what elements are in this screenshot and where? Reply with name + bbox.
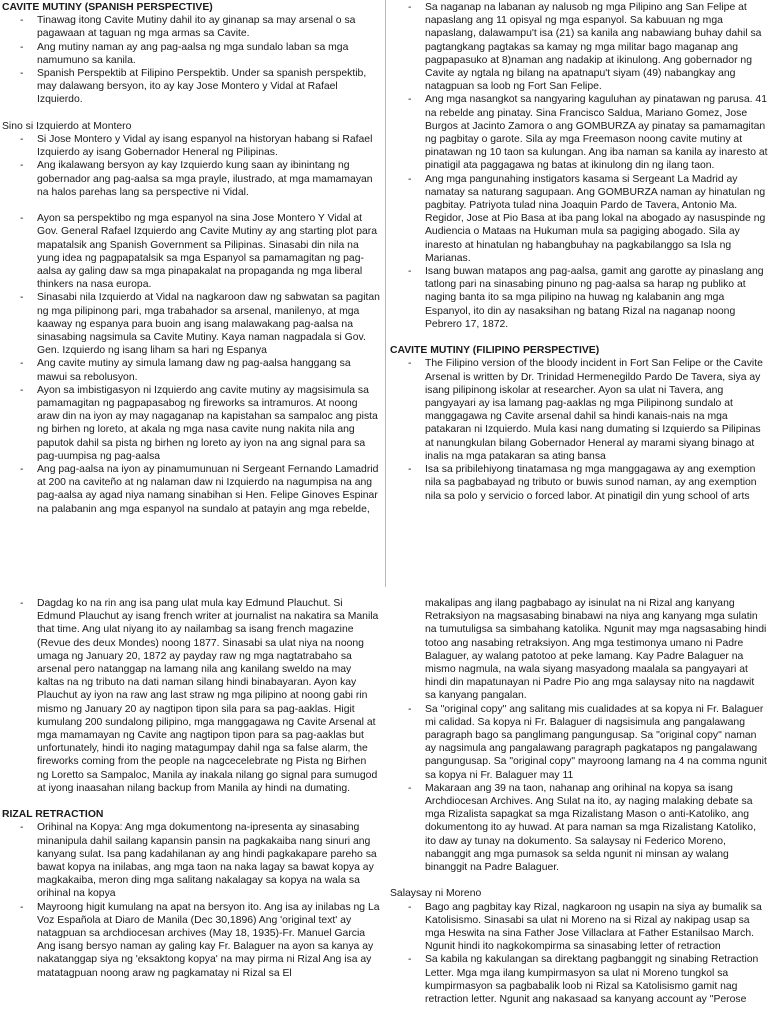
column-retraction-continued xyxy=(390,597,768,1006)
subheading-izquierdo-montero: Sino si Izquierdo at Montero xyxy=(2,120,132,132)
section-heading-spanish-perspective: CAVITE MUTINY (SPANISH PERSPECTIVE) xyxy=(2,2,213,13)
list-item: - Ang mutiny naman ay ang pag-aalsa ng mga sundalo laban sa mga namumuno sa kanila. xyxy=(2,41,380,67)
list-item: - Ang mga pangunahing instigators kasama si Sergeant La Madrid ay namatay sa naturang sagupaan. Ang GOMBURZA naman ay hinatulan ng pagbitay. Patriyota tulad nina Joaquin Pardo de Tavera, Antonio Ma. Regidor, Jose at Pio Basa at iba pang lokal na abogado ay nasuspinde ng Audiencia o Mataas na Hukuman mula sa pagiging abogado. Sila ay inaresto at hinatulan ng habangbuhay na pagkabilanggo sa Isla ng Marianas. xyxy=(390,173,768,265)
list-item: - Ang cavite mutiny ay simula lamang daw ng pag-aalsa hanggang sa mawui sa rebolusyon. xyxy=(2,357,380,383)
aftermath-list xyxy=(390,1,768,331)
list-item: - Isang buwan matapos ang pag-aalsa, gamit ang garotte ay pinaslang ang tatlong pari na sinasabing pinuno ng pag-aalsa sa harap ng publiko at naging banta ito sa mga pilipino na huwag ng kalabanin ang mga Espanyol, ito din ay nasaksihan ng batang Rizal na naganap noong Pebrero 17, 1872. xyxy=(390,265,768,331)
list-item: - Sa naganap na labanan ay nalusob ng mga Pilipino ang San Felipe at napaslang ang 11 opisyal ng mga espanyol. Sa kabuuan ng mga napaslang, dalawampu't isa (21) sa kanila ang nabawiang buhay dahil sa pagtangkang pagtakas sa kamay ng mga militar bago maganap ang pagpapasuko at 8)naman ang nadakip at ikinulong. Ang gobernador ng Cavite ay ngtala ng bilang na apatnapu't siyam (49) nabangkay ang natagpuan sa loob ng Fort San Felipe. xyxy=(390,1,768,93)
list-item: - Ayon sa perspektibo ng mga espanyol na sina Jose Montero Y Vidal at Gov. General Rafael Izquierdo ang Cavite Mutiny ay ang starting plot para mapatalsik ang Spanish Government sa Pilipinas. Sinasabi din nila na yung idea ng pagpapatalsik sa mga Espanyol sa pamamagitan ng pag-aalsa ay galing daw sa mga pinapakalat na propaganda ng mga liberal thinkers na nasa europa. xyxy=(2,212,380,291)
list-item: - Ang mga nasangkot sa nangyaring kaguluhan ay pinatawan ng parusa. 41 na rebelde ang pinatay. Sina Francisco Saldua, Mariano Gomez, Jose Burgos at Jacinto Zamora o ang GOMBURZA ay pinatay sa pamamagitan ng pagbitay o garote. Sila ay mga Freemason noong cavite mutiny at pinatawan ng 10 taon sa kulungan. Ang iba naman sa kanila ay inaresto at pinatigil ata paggagawa ng batas at ikinulong din ng ilang taon. xyxy=(390,93,768,172)
list-item: - Dagdag ko na rin ang isa pang ulat mula kay Edmund Plauchut. Si Edmund Plauchut ay isang french writer at journalist na nakatira sa Manila that time. Ang ulat niyang ito ay nailambag sa isang french magazine (Revue des deux Mondes) noong 1877. Sinasabi sa ulat niya na noong umaga ng January 20, 1872 ay payday raw ng mga nagtatrabaho sa arsenal pero natanggap na lamang nila ang kanilang sweldo na may kaltas na ng tributo na dati naman silang hindi binabayaran. Ayon kay Plauchut ay iyon na raw ang last straw ng mga pilipino at noong gabi rin mismo ng January 20 ay nagtipon tipon sila para sa pag-aaklas. Higit kumulang 200 sundalong pilipino, mga manggagawa ng Cavite Arsenal at mga mamamayan ng Cavite ang nagtipon tipon para sa pag-aaklas but unfortunately, hindi ito naging matagumpay dahil nga sa false alarm, the fireworks coming from the people na nagcecelebrate ng Pista ng Birhen ng Loretto sa Sampaloc, Manila ay inakala nilang go signal para sumugod at iyong inaasahan nilang backup from Manila ay hindi na dumating. xyxy=(2,597,380,795)
copy-comparison-list xyxy=(390,703,768,875)
moreno-list xyxy=(390,901,768,1007)
intro-list xyxy=(2,14,380,106)
list-item: - Tinawag itong Cavite Mutiny dahil ito ay ginanap sa may arsenal o sa pagawaan at taguan ng mga armas sa Cavite. xyxy=(2,14,380,40)
list-item: - Ayon sa imbistigasyon ni Izquierdo ang cavite mutiny ay magsisimula sa pamamagitan ng pagpapasabog ng fireworks sa intramuros. At noong araw din na iyon ay may nagaganap na kapistahan sa sampaloc ang pista ng birhen ng loreto, at akala ng mga nasa cavite nung nakita nila ang paputok dahil sa pista ng birhen ng loreto ay iyon na ang signal para sa pag-uumpisa ng pag-aalsa xyxy=(2,384,380,463)
list-item: - Ang pag-aalsa na iyon ay pinamumunuan ni Sergeant Fernando Lamadrid at 200 na caviteño at ng nalaman daw ni Izquierdo na nagumpisa na ang pag-aalsa ay agad niya namang sinabihan si Hen. Felipe Ginoves Espinar na palabanin ang mga espanyol na sundalo at patayin ang mga rebelde, xyxy=(2,463,380,516)
retraction-list xyxy=(2,821,380,979)
column-plauchut-rizal-retraction xyxy=(2,597,380,980)
column-aftermath-filipino-perspective xyxy=(390,1,768,503)
list-item: - Mayroong higit kumulang na apat na bersyon ito. Ang isa ay inilabas ng La Voz Española at Diaro de Manila (Dec 30,1896) Ang 'original text' ay natagpuan sa archdiocesan archives (May 18, 1935)-Fr. Manuel Garcia Ang isang bersyo naman ay galing kay Fr. Balaguer na ayon sa kanya ay nakatanggap siya ng 'eksaktong kopya' na may pirma ni Rizal Ang isa ay matatagpuan noong araw ng pagkamatay ni Rizal sa El xyxy=(2,901,380,980)
list-item: - Isa sa pribilehiyong tinatamasa ng mga manggagawa ay ang exemption nila sa pagbabayad ng tributo or buwis sunod naman, ay ang exemption nila sa polo y servicio o forced labor. At pinatigil din yung school of arts xyxy=(390,463,768,503)
subheading-salaysay-moreno: Salaysay ni Moreno xyxy=(390,888,482,900)
list-item: - Sinasabi nila Izquierdo at Vidal na nagkaroon daw ng sabwatan sa pagitan ng mga pilipinong pari, mga trabahador sa arsenal, manilenyo, at mga kaaway ng espanya para buoin ang isang malawakang pag-aalsa na sinasabing nagsimula sa Cavite Mutiny. Kaya naman nagpadala si Gov. Gen. Izquierdo ng isang liham sa hari ng Espanya xyxy=(2,291,380,357)
list-item: - Orihinal na Kopya: Ang mga dokumentong na-ipresenta ay sinasabing minanipula dahil sailang kapansin pansin na pagkakaiba nang sinuri ang kanyang sulat. Isa pang kadahilanan ay ang hindi pagkakapare pareho sa bawat kopya na inilabas, ang mga taon na naka lagay sa bawat kopya ay magkakaiba, meron ding mga salitang nakalagay sa kopya na wala sa orihinal na kopya xyxy=(2,821,380,900)
list-item: - Sa kabila ng kakulangan sa direktang pagbanggit ng sinabing Retraction Letter. Mga mga ilang kumpirmasyon sa ulat ni Moreno tungkol sa kumpirmasyon sa pagbabalik loob ni Rizal sa Katolisismo gamit nag retraction letter. Ngunit ang nakasaad sa kanyang account ay "Perose xyxy=(390,953,768,1006)
plauchut-list xyxy=(2,597,380,795)
list-item: - The Filipino version of the bloody incident in Fort San Felipe or the Cavite Arsenal is written by Dr. Trinidad Hermenegildo Pardo De Tavera, siya ay isang pilipinong iskolar at researcher. Ayon sa ulat ni Tavera, ang pangyayari ay isa lamang pag-aaklas ng mga Pilipinong sundalo at manggagawa ng Cavite arsenal dahil sa hindi kanais-nais na mga patakaran ni Izquierdo. Mula kasi nang dumating si Izquierdo sa Pilipinas at nanungkulan bilang Gobernador Heneral ay marami siyang binago at inalis na mga patakaran sa ating bansa xyxy=(390,357,768,463)
list-item: - Si Jose Montero y Vidal ay isang espanyol na historyan habang si Rafael Izquierdo ay isang Gobernador Heneral ng Pilipinas. xyxy=(2,133,380,159)
column-divider xyxy=(385,0,386,587)
section-heading-rizal-retraction: RIZAL RETRACTION xyxy=(2,809,104,821)
account-list xyxy=(2,212,380,516)
list-item: - Sa "original copy" ang salitang mis cualidades at sa kopya ni Fr. Balaguer mi calidad. Sa kopya ni Fr. Balaguer di nagsisimula ang pangalawang paragraph bago sa panglimang pangungusap. Sa "original copy" naman ay nagsimula ang pangalawang paragraph pagkatapos ng pangalawang pangungusap. Sa "original copy" mayroong lamang na 4 na comma ngunit sa kopya ni Fr. Balaguer may 11 xyxy=(390,703,768,782)
continued-paragraph: makalipas ang ilang pagbabago ay isinulat na ni Rizal ang kanyang Retraksiyon na magsasabing binabawi na niya ang kanyang mga sulatin na tumutuligsa sa simbahang katolika. Ngunit may mga nagsasabing hindi totoo ang nasabing retraksiyon. Ang mga testimonya umano ni Padre Balaguer, ay walang patotoo at peke lamang. Kay Padre Balaguer na mismo nagmula, na wala siyang masyadong maalala sa pangyayari at hindi din mapatunayan ni Padre Pio ang mga salaysay nito na nagdawit sa kanyang pangalan. xyxy=(425,598,767,702)
list-item: - Makaraan ang 39 na taon, nahanap ang orihinal na kopya sa isang Archdiocesan Archives. Ang Sulat na ito, ay naging malaking debate sa mga Rizalista sapagkat sa mga Rizalistang Mason o anti-Katoliko, ang dokumentong ito ay huwad. At para naman sa mga Rizalistang Katoliko, ito daw ay tunay na dokumento. Sa salaysay ni Federico Moreno, nabanggit ang mga pumasok sa selda ngunit ni minsan ay walang binanggit na Padre Balaguer. xyxy=(390,782,768,874)
filipino-perspective-list xyxy=(390,357,768,502)
list-item: - Bago ang pagbitay kay Rizal, nagkaroon ng usapin na siya ay bumalik sa Katolisismo. Sinasabi sa ulat ni Moreno na si Rizal ay nakipag usap sa mga Heswita na sina Father Jose Villaclara at Father Estanilsao March. Ngunit hindi ito nagkokompirma sa sinasabing letter of retraction xyxy=(390,901,768,954)
who-list xyxy=(2,133,380,199)
list-item: - Spanish Perspektib at Filipino Perspektib. Under sa spanish perspektib, may dalawang bersyon, ito ay kay Jose Montero y Vidal at Rafael Izquierdo. xyxy=(2,67,380,107)
column-spanish-perspective xyxy=(2,1,380,516)
section-heading-filipino-perspective: CAVITE MUTINY (FILIPINO PERSPECTIVE) xyxy=(390,345,600,357)
list-item: - Ang ikalawang bersyon ay kay Izquierdo kung saan ay ibinintang ng gobernador ang pag-aalsa sa mga prayle, ilustrado, at mga mamamayan na halos parehas lang sa perspective ni Vidal. xyxy=(2,159,380,199)
